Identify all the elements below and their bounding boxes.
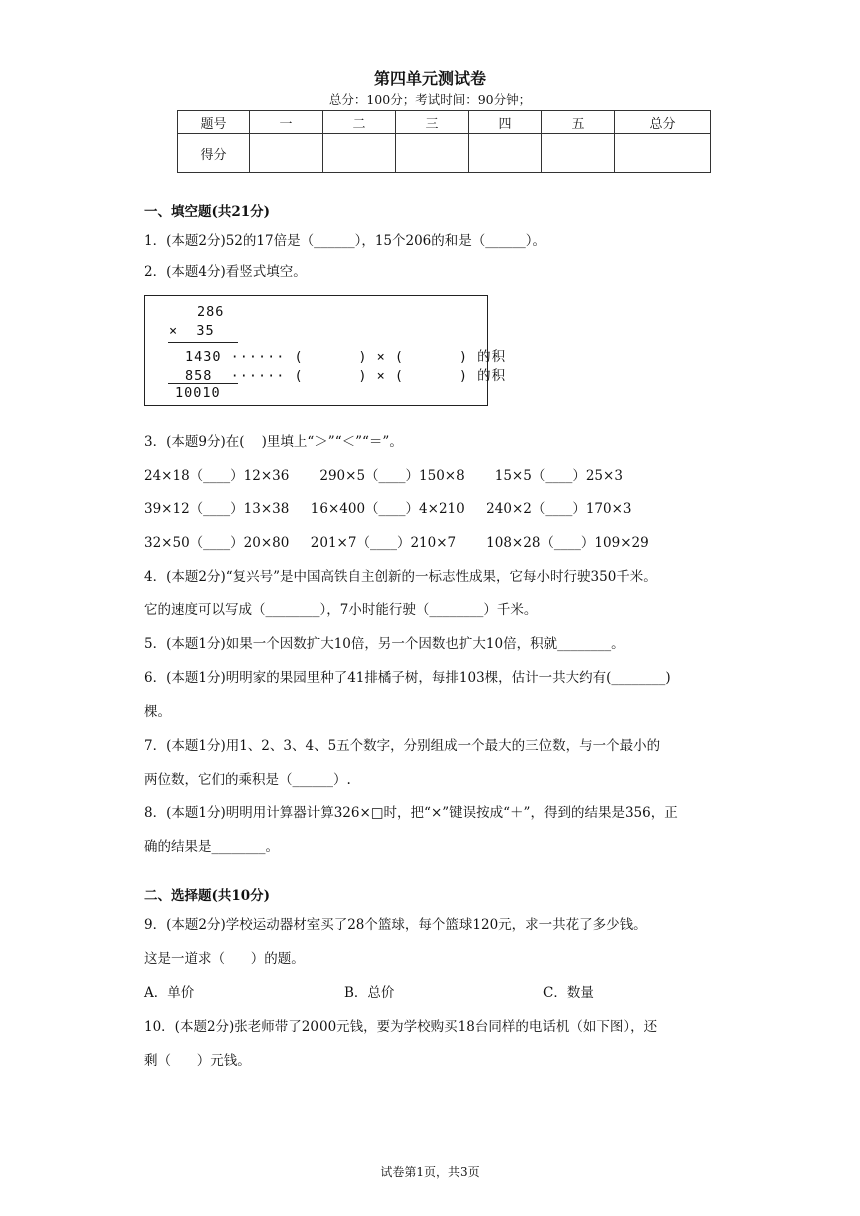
question-10-line-2: 剩（ ）元钱。 [144,1053,251,1069]
section-1-title: 一、填空题(共21分) [144,204,271,220]
table-cell: 四 [469,111,542,134]
question-6-line-1: 6．(本题1分)明明家的果园里种了41排橘子树，每排103棵，估计一共大约有(________) [144,670,671,686]
question-6-line-2: 棵。 [144,704,171,720]
calc-line-4: 858 ······ ( ) × ( ) 的积 [185,368,507,384]
section-2-title: 二、选择题(共10分) [144,888,271,904]
calc-rule-1 [168,342,238,343]
question-4-line-1: 4．(本题2分)“复兴号”是中国高铁自主创新的一标志性成果，它每小时行驶350千米。 [144,569,657,585]
question-3: 3．(本题9分)在( )里填上“＞”“＜”“＝”。 [144,434,403,450]
table-cell: 一 [250,111,323,134]
table-cell: 得分 [178,134,250,173]
option-a[interactable]: A．单价 [144,985,195,1001]
calc-line-2: × 35 [169,323,215,339]
vertical-calculation-box [144,295,507,406]
calc-line-3: 1430 ······ ( ) × ( ) 的积 [185,349,507,365]
option-b[interactable]: B．总价 [344,985,395,1001]
question-3-row: 32×50（____）20×80 201×7（____）210×7 108×28（____）109×29 [144,535,649,551]
page-footer: 试卷第1页，共3页 [380,1165,480,1179]
question-8-line-1: 8．(本题1分)明明用计算器计算326×□时，把“×”键误按成“＋”，得到的结果是356，正 [144,805,678,821]
table-cell: 三 [396,111,469,134]
question-7-line-1: 7．(本题1分)用1、2、3、4、5五个数字，分别组成一个最大的三位数，与一个最小的 [144,738,661,754]
score-input-cell[interactable] [396,134,469,173]
calc-line-1: 286 [197,304,225,320]
question-1: 1．(本题2分)52的17倍是（______），15个206的和是（______）。 [144,233,547,249]
question-9-line-2: 这是一道求（ ）的题。 [144,951,305,967]
question-5: 5．(本题1分)如果一个因数扩大10倍，另一个因数也扩大10倍，积就________。 [144,636,625,652]
score-table [177,110,711,173]
table-cell: 二 [323,111,396,134]
score-input-cell[interactable] [469,134,542,173]
question-4-line-2: 它的速度可以写成（________），7小时能行驶（________）千米。 [144,602,538,618]
calc-rule-2 [168,383,238,384]
question-10-line-1: 10．(本题2分)张老师带了2000元钱，要为学校购买18台同样的电话机（如下图），还 [144,1019,658,1035]
page-title: 第四单元测试卷 [373,69,486,88]
table-cell: 五 [542,111,615,134]
score-table-header-row [178,111,711,134]
score-input-cell[interactable] [323,134,396,173]
score-table-score-row [178,134,711,173]
table-cell: 总分 [615,111,711,134]
question-3-row: 39×12（____）13×38 16×400（____）4×210 240×2（____）170×3 [144,501,632,517]
calc-line-5: 10010 [175,385,221,401]
page-subtitle: 总分：100分；考试时间：90分钟； [328,92,532,107]
option-c[interactable]: C．数量 [543,985,594,1001]
question-9-line-1: 9．(本题2分)学校运动器材室买了28个篮球，每个篮球120元，求一共花了多少钱。 [144,917,647,933]
question-7-line-2: 两位数，它们的乘积是（______）. [144,772,351,788]
score-input-cell[interactable] [615,134,711,173]
question-8-line-2: 确的结果是________。 [144,839,279,855]
table-cell: 题号 [178,111,250,134]
question-3-row: 24×18（____）12×36 290×5（____）150×8 15×5（____）25×3 [144,468,623,484]
score-input-cell[interactable] [250,134,323,173]
score-input-cell[interactable] [542,134,615,173]
question-2: 2．(本题4分)看竖式填空。 [144,264,307,280]
